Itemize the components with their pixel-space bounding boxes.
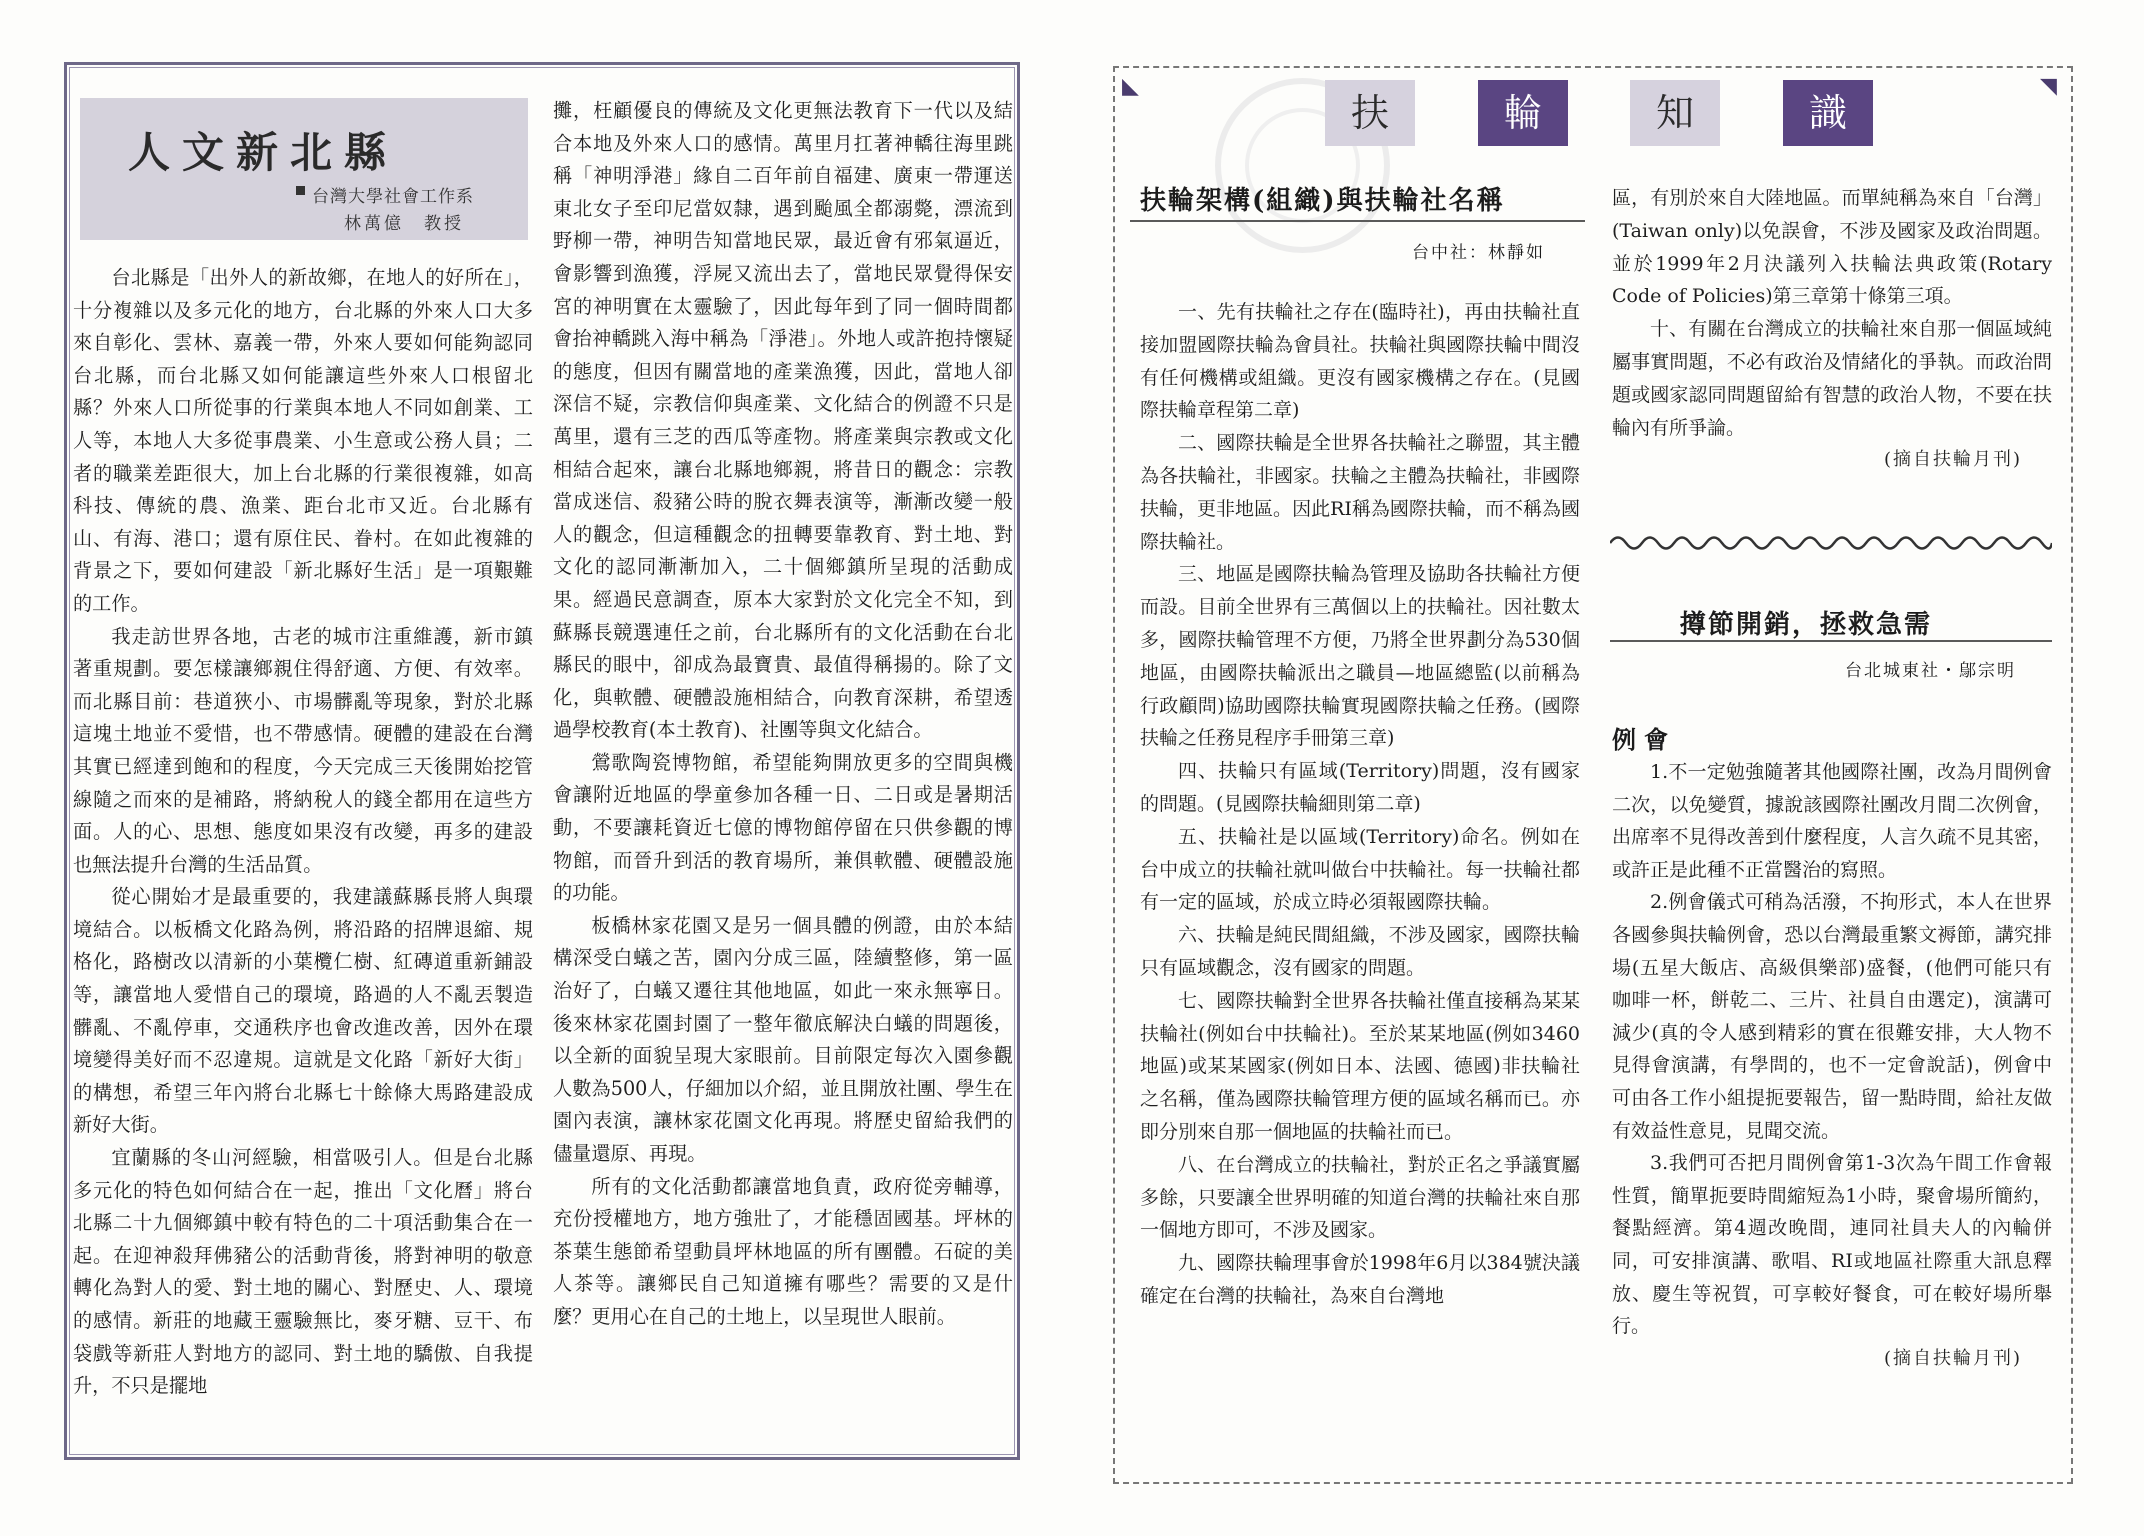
header-char: 知 <box>1630 80 1720 146</box>
article-title: 撙節開銷，拯救急需 <box>1680 610 1933 640</box>
decorative-divider-icon <box>1610 532 2052 554</box>
paragraph: 我走訪世界各地，古老的城市注重維護，新市鎮著重規劃。要怎樣讓鄉親住得舒適、方便、有效率。而北縣目前：巷道狹小、市場髒亂等現象，對於北縣這塊土地並不愛惜，也不帶感情。硬體的建設在台灣其實已經達到飽和的程度，今天完成三天後開始挖管線隨之而來的是補路，將納稅人的錢全都用在這些方面。人的心、思想、態度如果沒有改變，再多的建設也無法提升台灣的生活品質。 <box>73 624 533 876</box>
author-name: 林萬億 教授 <box>344 214 464 234</box>
section-heading: 例會 <box>1612 725 1676 754</box>
paragraph: 板橋林家花園又是另一個具體的例證，由於本結構深受白蟻之苦，園內分成三區，陸續整修，第一區治好了，白蟻又遷往其他地區，如此一來永無寧日。後來林家花園封園了一整年徹底解決白蟻的問題後，以全新的面貌呈現大家眼前。目前限定每次入園參觀人數為500人，仔細加以介紹，並且開放社團、學生在園內表演，讓林家花園文化再現。將歷史留給我們的儘量還原、再現。 <box>553 913 1013 1165</box>
article-title: 扶輪架構(組織)與扶輪社名稱 <box>1140 186 1505 216</box>
header-char: 輪 <box>1478 80 1568 146</box>
source-note: (摘自扶輪月刊) <box>1883 1347 2022 1369</box>
paragraph: 十、有關在台灣成立的扶輪社來自那一個區域純屬事實問題，不必有政治及情緒化的爭執。而政治問題或國家認同問題留給有智慧的政治人物，不要在扶輪內有所爭論。 <box>1612 318 2052 439</box>
bullet-square-icon <box>296 186 305 195</box>
left-column-1 <box>73 262 533 1403</box>
right-column-1 <box>1140 296 1580 1313</box>
corner-ornament-icon: ◥ <box>2040 74 2057 99</box>
source-note: (摘自扶輪月刊) <box>1883 449 2022 471</box>
left-column-2 <box>553 95 1013 1334</box>
paragraph: 台北縣是「出外人的新故鄉，在地人的好所在」，十分複雜以及多元化的地方，台北縣的外來人口大多來自彰化、雲林、嘉義一帶，外來人要如何能夠認同台北縣，而台北縣又如何能讓這些外來人口根留北縣？外來人口所從事的行業與本地人不同如創業、工人等，本地人大多從事農業、小生意或公務人員；二者的職業差距很大，加上台北縣的行業很複雜，如高科技、傳統的農、漁業、距台北市又近。台北縣有山、有海、港口；還有原住民、眷村。在如此複雜的背景之下，要如何建設「新北縣好生活」是一項艱難的工作。 <box>73 266 533 615</box>
paragraph: 三、地區是國際扶輪為管理及協助各扶輪社方便而設。目前全世界有三萬個以上的扶輪社。因社數太多，國際扶輪管理不方便，乃將全世界劃分為530個地區，由國際扶輪派出之職員—地區總監(以前稱為行政顧問)協助國際扶輪實現國際扶輪之任務。(國際扶輪之任務見程序手冊第三章) <box>1140 563 1580 750</box>
paragraph: 九、國際扶輪理事會於1998年6月以384號決議確定在台灣的扶輪社，為來自台灣地 <box>1140 1252 1580 1307</box>
paragraph: 所有的文化活動都讓當地負責，政府從旁輔導，充份授權地方，地方強壯了，才能穩固國基。坪林的茶葉生態節希望動員坪林地區的所有團體。石碇的美人茶等。讓鄉民自己知道擁有哪些？需要的又是什麼？更用心在自己的土地上，以呈現世人眼前。 <box>553 1174 1013 1328</box>
paragraph: 六、扶輪是純民間組織，不涉及國家，國際扶輪只有區域觀念，沒有國家的問題。 <box>1140 924 1580 979</box>
right-column-3 <box>1612 756 2052 1375</box>
title-underline <box>1610 640 2052 642</box>
paragraph: 鶯歌陶瓷博物館，希望能夠開放更多的空間與機會讓附近地區的學童參加各種一日、二日或是暑期活動，不要讓耗資近七億的博物館停留在只供參觀的博物館，而晉升到活的教育場所，兼俱軟體、硬體設施的功能。 <box>553 750 1013 905</box>
paragraph: 2.例會儀式可稍為活潑，不拘形式，本人在世界各國參與扶輪例會，恐以台灣最重繁文褥節，講究排場(五星大飯店、高級俱樂部)盛餐，(他們可能只有咖啡一杯，餅乾二、三片、社員自由選定)，演講可減少(真的令人感到精彩的實在很難安排，大人物不見得會演講，有學問的，也不一定會說話)，例會中可由各工作小組提扼要報告，留一點時間，給社友做有效益性意見，見聞交流。 <box>1612 891 2052 1142</box>
paragraph: 3.我們可否把月間例會第1-3次為午間工作會報性質，簡單扼要時間縮短為1小時，聚會場所簡約，餐點經濟。第4週改晚間，連同社員夫人的內輪併同，可安排演講、歌唱、RI或地區社際重大訊息釋放、慶生等祝賀，可享較好餐食，可在較好場所舉行。 <box>1612 1152 2052 1338</box>
author-affiliation: 台灣大學社會工作系 <box>312 187 474 207</box>
paragraph: 從心開始才是最重要的，我建議蘇縣長將人與環境結合。以板橋文化路為例，將沿路的招牌退縮、規格化，路樹改以清新的小葉欖仁樹、紅磚道重新鋪設等，讓當地人愛惜自己的環境，路過的人不亂丟製造髒亂、不亂停車，交通秩序也會改進改善，因外在環境變得美好而不忍違規。這就是文化路「新好大街」的構想，希望三年內將台北縣七十餘條大馬路建設成新好大街。 <box>73 885 533 1137</box>
paragraph: 二、國際扶輪是全世界各扶輪社之聯盟，其主體為各扶輪社，非國家。扶輪之主體為扶輪社，非國際扶輪，更非地區。因此RI稱為國際扶輪，而不稱為國際扶輪社。 <box>1140 432 1580 553</box>
paragraph: 五、扶輪社是以區域(Territory)命名。例如在台中成立的扶輪社就叫做台中扶輪社。每一扶輪社都有一定的區域，於成立時必須報國際扶輪。 <box>1140 825 1580 914</box>
corner-ornament-icon: ◣ <box>1122 74 1139 99</box>
paragraph: 八、在台灣成立的扶輪社，對於正名之爭議實屬多餘，只要讓全世界明確的知道台灣的扶輪社來自那一個地方即可，不涉及國家。 <box>1140 1153 1580 1242</box>
paragraph: 四、扶輪只有區域(Territory)問題，沒有國家的問題。(見國際扶輪細則第二章) <box>1140 760 1580 815</box>
header-char: 識 <box>1783 80 1873 146</box>
article-byline: 台中社：林靜如 <box>1412 243 1545 263</box>
article-byline: 台北城東社・鄔宗明 <box>1845 661 2016 681</box>
article-title: 人文新北縣 <box>128 128 399 177</box>
paragraph: 七、國際扶輪對全世界各扶輪社僅直接稱為某某扶輪社(例如台中扶輪社)。至於某某地區(例如3460地區)或某某國家(例如日本、法國、德國)非扶輪社之名稱，僅為國際扶輪管理方便的區域名稱而已。亦即分別來自那一個地區的扶輪社而已。 <box>1140 989 1580 1143</box>
paragraph: 區，有別於來自大陸地區。而單純稱為來自「台灣」(Taiwan only)以免誤會，不涉及國家及政治問題。並於1999年2月決議列入扶輪法典政策(Rotary Code of Policies)第三章第十條第三項。 <box>1612 187 2052 308</box>
paragraph: 一、先有扶輪社之存在(臨時社)，再由扶輪社直接加盟國際扶輪為會員社。扶輪社與國際扶輪中間沒有任何機構或組織。更沒有國家機構之存在。(見國際扶輪章程第二章) <box>1140 301 1580 422</box>
header-char: 扶 <box>1325 80 1415 146</box>
paragraph: 攤，枉顧優良的傳統及文化更無法教育下一代以及結合本地及外來人口的感情。萬里月扛著神轎往海里跳稱「神明淨港」緣自二百年前自福建、廣東一帶運送東北女子至印尼當奴隸，遇到颱風全都溺斃，漂流到野柳一帶，神明告知當地民眾，最近會有邪氣逼近，會影響到漁獲，浮屍又流出去了，當地民眾覺得保安宮的神明實在太靈驗了，因此每年到了同一個時間都會抬神轎跳入海中稱為「淨港」。外地人或許抱持懷疑的態度，但因有關當地的產業漁獲，因此，當地人卻深信不疑，宗教信仰與產業、文化結合的例證不只是萬里，還有三芝的西瓜等產物。將產業與宗教或文化相結合起來，讓台北縣地鄉親，將昔日的觀念：宗教當成迷信、殺豬公時的脫衣舞表演等，漸漸改變一般人的觀念，但這種觀念的扭轉要靠教育、對土地、對文化的認同漸漸加入，二十個鄉鎮所呈現的活動成果。經過民意調查，原本大家對於文化完全不知，到蘇縣長競選連任之前，台北縣所有的文化活動在台北縣民的眼中，卻成為最寶貴、最值得稱揚的。除了文化，與軟體、硬體設施相結合，向教育深耕，希望透過學校教育(本土教育)、社團等與文化結合。 <box>553 99 1013 742</box>
paragraph: 1.不一定勉強隨著其他國際社團，改為月間例會二次，以免變質，據說該國際社團改月間二次例會，出席率不見得改善到什麼程度，人言久疏不見其密，或許正是此種不正當醫治的寫照。 <box>1612 761 2052 881</box>
title-underline <box>1130 220 1585 222</box>
right-column-2 <box>1612 182 2052 477</box>
paragraph: 宜蘭縣的冬山河經驗，相當吸引人。但是台北縣多元化的特色如何結合在一起，推出「文化曆」將台北縣二十九個鄉鎮中較有特色的二十項活動集合在一起。在迎神殺拜佛豬公的活動背後，將對神明的敬意轉化為對人的愛、對土地的關心、對歷史、人、環境的感情。新莊的地藏王靈驗無比，麥牙糖、豆干、布袋戲等新莊人對地方的認同、對土地的驕傲、自我提升，不只是擺地 <box>73 1146 533 1398</box>
